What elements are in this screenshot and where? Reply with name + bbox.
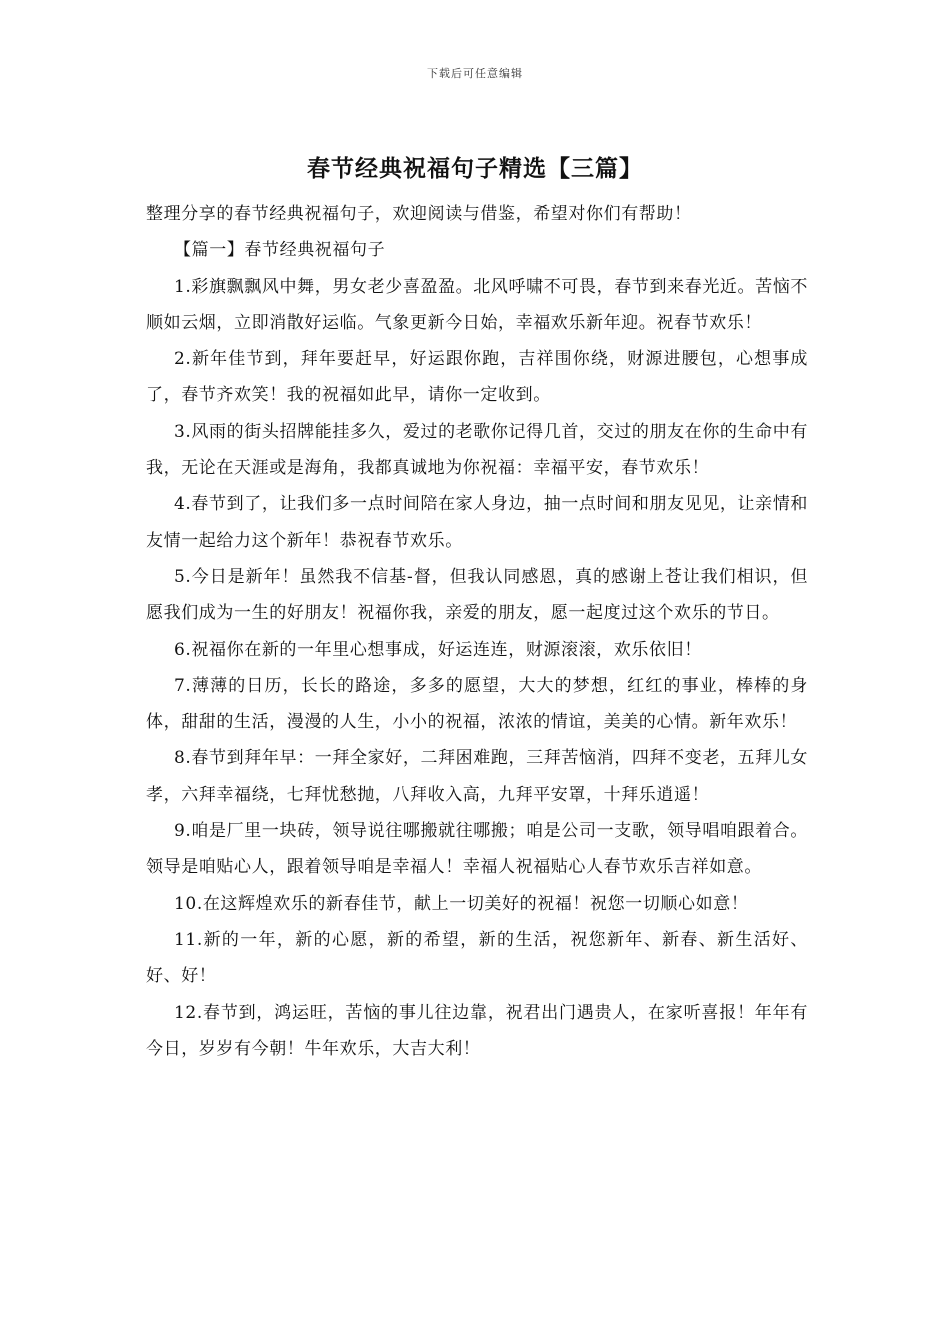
page-title: 春节经典祝福句子精选【三篇】: [307, 155, 643, 182]
intro-paragraph: 整理分享的春节经典祝福句子，欢迎阅读与借鉴，希望对你们有帮助！: [146, 204, 692, 224]
wish-item-12: 12.春节到，鸿运旺，苦恼的事儿往边靠，祝君出门遇贵人，在家听喜报！年年有今日，岁岁有今朝！牛年欢乐，大吉大利！: [146, 1002, 808, 1059]
header-note: 下载后可任意编辑: [427, 67, 523, 80]
wish-item-8: 8.春节到拜年早：一拜全家好，二拜困难跑，三拜苦恼消，四拜不变老，五拜儿女孝，六拜幸福绕，七拜忧愁抛，八拜收入高，九拜平安罩，十拜乐逍遥！: [146, 748, 808, 805]
wish-item-5: 5.今日是新年！虽然我不信基-督，但我认同感恩，真的感谢上苍让我们相识，但愿我们成为一生的好朋友！祝福你我，亲爱的朋友，愿一起度过这个欢乐的节日。: [146, 566, 808, 624]
wish-item-3: 3.风雨的街头招牌能挂多久，爱过的老歌你记得几首，交过的朋友在你的生命中有我，无论在天涯或是海角，我都真诚地为你祝福：幸福平安，春节欢乐！: [146, 421, 808, 479]
wish-item-6: 6.祝福你在新的一年里心想事成，好运连连，财源滚滚，欢乐依旧！: [174, 639, 702, 660]
wish-item-4: 4.春节到了，让我们多一点时间陪在家人身边，抽一点时间和朋友见见，让亲情和友情一起给力这个新年！恭祝春节欢乐。: [146, 494, 808, 551]
document-body: [146, 196, 808, 1067]
wish-item-7: 7.薄薄的日历，长长的路途，多多的愿望，大大的梦想，红红的事业，棒棒的身体，甜甜的生活，漫漫的人生，小小的祝福，浓浓的情谊，美美的心情。新年欢乐！: [146, 675, 808, 733]
wish-item-11: 11.新的一年，新的心愿，新的希望，新的生活，祝您新年、新春、新生活好、好、好！: [146, 929, 808, 987]
wish-item-1: 1.彩旗飘飘风中舞，男女老少喜盈盈。北风呼啸不可畏，春节到来春光近。苦恼不顺如云烟，立即消散好运临。气象更新今日始，幸福欢乐新年迎。祝春节欢乐！: [146, 276, 808, 333]
wish-item-2: 2.新年佳节到，拜年要赶早，好运跟你跑，吉祥围你绕，财源进腰包，心想事成了，春节齐欢笑！我的祝福如此早，请你一定收到。: [146, 349, 808, 406]
section-heading: 【篇一】春节经典祝福句子: [174, 240, 386, 261]
wish-item-10: 10.在这辉煌欢乐的新春佳节，献上一切美好的祝福！祝您一切顺心如意！: [174, 893, 749, 914]
wish-item-9: 9.咱是厂里一块砖，领导说往哪搬就往哪搬；咱是公司一支歌，领导唱咱跟着合。领导是咱贴心人，跟着领导咱是幸福人！幸福人祝福贴心人春节欢乐吉祥如意。: [146, 821, 808, 878]
